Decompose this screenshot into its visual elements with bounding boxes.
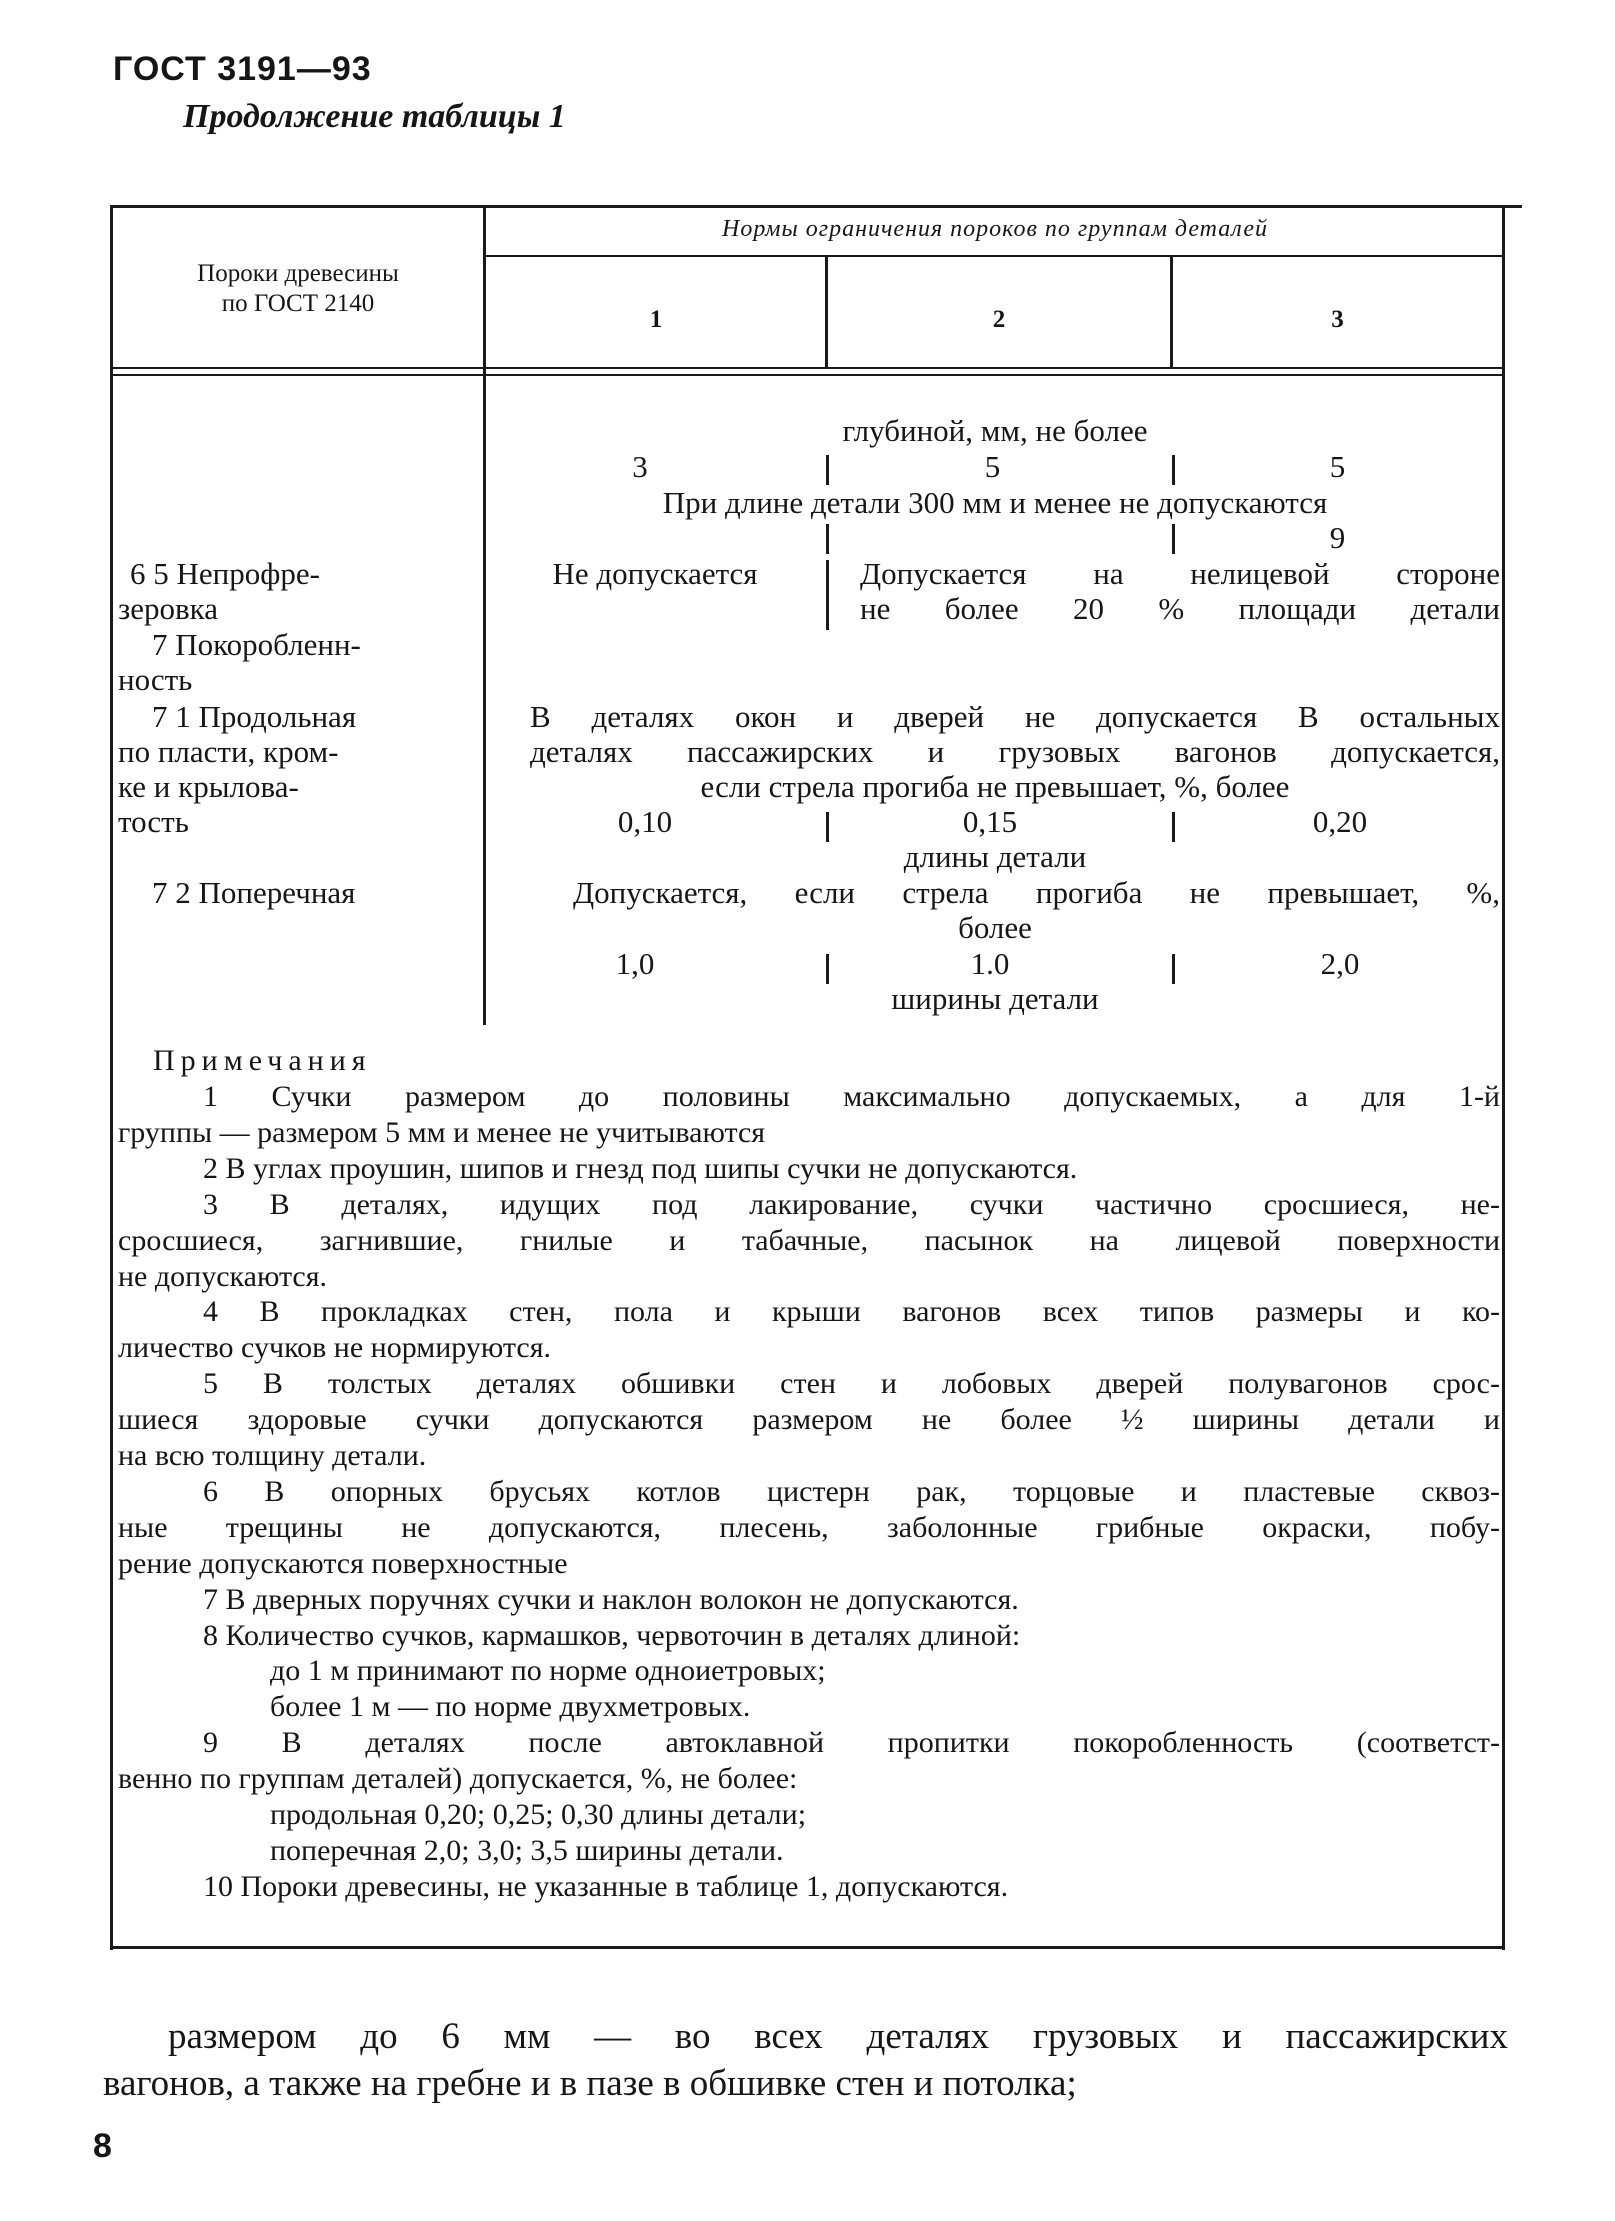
row-separator	[1172, 954, 1175, 984]
defect-7-1-text-line2: деталях пассажирских и грузовых вагонов допускается,	[530, 734, 1500, 769]
note-line: продольная 0,20; 0,25; 0,30 длины детали;	[270, 1798, 807, 1831]
defect-7-1-unit: длины детали	[903, 839, 1087, 874]
group-divider-1	[825, 255, 828, 367]
defect-7-2-group-1-value: 1,0	[615, 946, 655, 981]
note-line: ные трещины не допускаются, плесень, заболонные грибные окраски, побу-	[118, 1511, 1500, 1544]
table-continuation-title: Продолжение таблицы 1	[183, 98, 566, 135]
note-line: 3 В деталях, идущих под лакирование, сучки частично сросшиеся, не-	[203, 1188, 1500, 1221]
note-line: более 1 м — по норме двухметровых.	[270, 1690, 751, 1723]
row-separator	[826, 954, 829, 984]
note-line: 9 В деталях после автоклавной пропитки покоробленность (соответст-	[203, 1726, 1500, 1759]
table-bottom-border	[110, 1946, 1505, 1949]
table-right-border	[1502, 205, 1505, 1950]
norms-header-underline	[483, 255, 1505, 257]
defect-7-2-text-line1: Допускается, если стрела прогиба не превышает, %,	[573, 875, 1500, 910]
note-line: 8 Количество сучков, кармашков, червоточин в деталях длиной:	[203, 1619, 1021, 1652]
note-line: 6 В опорных брусьях котлов цистерн рак, торцовые и пластевые сквоз-	[203, 1475, 1500, 1508]
defect-6-5-group-2-3-line2: не более 20 % площади детали	[860, 591, 1500, 626]
defect-6-5-label-line2: зеровка	[118, 591, 218, 626]
note-line: 7 В дверных поручнях сучки и наклон волокон не допускаются.	[203, 1583, 1019, 1616]
note-line: 4 В прокладках стен, пола и крыши вагонов всех типов размеры и ко-	[203, 1295, 1500, 1328]
defect-7-2-group-2-value: 1.0	[970, 946, 1010, 981]
defect-7-label-line1: 7 Покоробленн-	[152, 627, 361, 662]
note-line: до 1 м принимают по норме одноиетровых;	[270, 1654, 826, 1687]
note-line: шиеся здоровые сучки допускаются размером не более ½ ширины детали и	[118, 1403, 1500, 1436]
note-line: на всю толщину детали.	[118, 1439, 427, 1472]
document-code: ГОСТ 3191—93	[113, 50, 372, 88]
defect-7-1-label-line3: ке и крылова-	[118, 769, 299, 804]
defect-7-2-text-line2: более	[958, 910, 1032, 945]
table-left-border	[110, 205, 113, 1950]
page-number: 8	[93, 2127, 112, 2165]
defect-6-5-group-1: Не допускается	[552, 556, 758, 591]
defect-7-1-text-line1: В деталях окон и дверей не допускается В остальных	[530, 699, 1500, 734]
group-number-3: 3	[1331, 306, 1344, 333]
defect-7-1-label-line4: тость	[118, 804, 189, 839]
defect-7-1-group-1-value: 0,10	[617, 804, 673, 839]
defect-7-label-line2: ность	[118, 662, 193, 697]
note-line: личество сучков не нормируются.	[118, 1331, 552, 1364]
defect-7-1-label-line1: 7 1 Продольная	[152, 699, 357, 734]
defect-7-1-group-3-value: 0,20	[1312, 804, 1368, 839]
defect-column-header-line1: Пороки древесины	[197, 260, 399, 287]
defect-7-1-label-line2: по пласти, кром-	[118, 734, 339, 769]
note-line: не допускаются.	[118, 1260, 328, 1293]
note-line: рение допускаются поверхностные	[118, 1547, 568, 1580]
length-300-text: При длине детали 300 мм и менее не допускаются	[662, 485, 1328, 520]
defect-7-2-group-3-value: 2,0	[1320, 946, 1360, 981]
group-number-2: 2	[992, 306, 1006, 333]
depth-label: глубиной, мм, не более	[842, 413, 1148, 448]
note-line: 5 В толстых деталях обшивки стен и лобовых дверей полувагонов срос-	[203, 1367, 1500, 1400]
defect-7-1-text-line3: если стрела прогиба не превышает, %, более	[700, 769, 1290, 804]
note-line: группы — размером 5 мм и менее не учитываются	[118, 1116, 766, 1149]
depth-value-group-3: 5	[1329, 449, 1346, 484]
row-separator	[826, 524, 829, 554]
row-separator	[826, 812, 829, 842]
table-column-divider	[483, 205, 486, 1025]
defect-7-2-unit: ширины детали	[891, 981, 1099, 1016]
header-separator-upper	[110, 367, 1505, 369]
defect-7-1-group-2-value: 0,15	[962, 804, 1018, 839]
row-separator	[826, 455, 829, 485]
group-divider-2	[1170, 255, 1173, 367]
body-text-line1: размером до 6 мм — во всех деталях грузовых и пассажирских	[168, 2016, 1508, 2057]
note-line: 1 Сучки размером до половины максимально допускаемых, а для 1-й	[203, 1080, 1500, 1113]
group-number-1: 1	[649, 306, 663, 333]
norms-column-header: Нормы ограничения пороков по группам деталей	[722, 216, 1268, 242]
note-line: 2 В углах проушин, шипов и гнезд под шипы сучки не допускаются.	[203, 1152, 1078, 1185]
defect-7-2-label: 7 2 Поперечная	[152, 875, 356, 910]
note-line: 10 Пороки древесины, не указанные в таблице 1, допускаются.	[203, 1870, 1009, 1903]
depth-value-group-1: 3	[632, 449, 648, 484]
table-top-border	[110, 205, 1522, 208]
defect-column-header-line2: по ГОСТ 2140	[221, 290, 375, 317]
row-separator	[1172, 812, 1175, 842]
note-line: поперечная 2,0; 3,0; 3,5 ширины детали.	[270, 1834, 784, 1867]
defect-6-5-label-line1: 6 5 Непрофре-	[130, 556, 320, 591]
note-line: венно по группам деталей) допускается, %, не более:	[118, 1762, 798, 1795]
notes-title: Примечания	[153, 1044, 372, 1077]
row-separator	[1172, 455, 1175, 485]
depth-value-group-2: 5	[984, 449, 1001, 484]
body-text-line2: вагонов, а также на гребне и в пазе в обшивке стен и потолка;	[103, 2063, 1077, 2104]
header-separator-lower	[110, 374, 1505, 376]
length-300-group-3-value: 9	[1329, 520, 1346, 555]
row-separator	[826, 560, 829, 630]
note-line: сросшиеся, загнившие, гнилые и табачные, пасынок на лицевой поверхности	[118, 1224, 1500, 1257]
defect-6-5-group-2-3-line1: Допускается на нелицевой стороне	[860, 556, 1500, 591]
